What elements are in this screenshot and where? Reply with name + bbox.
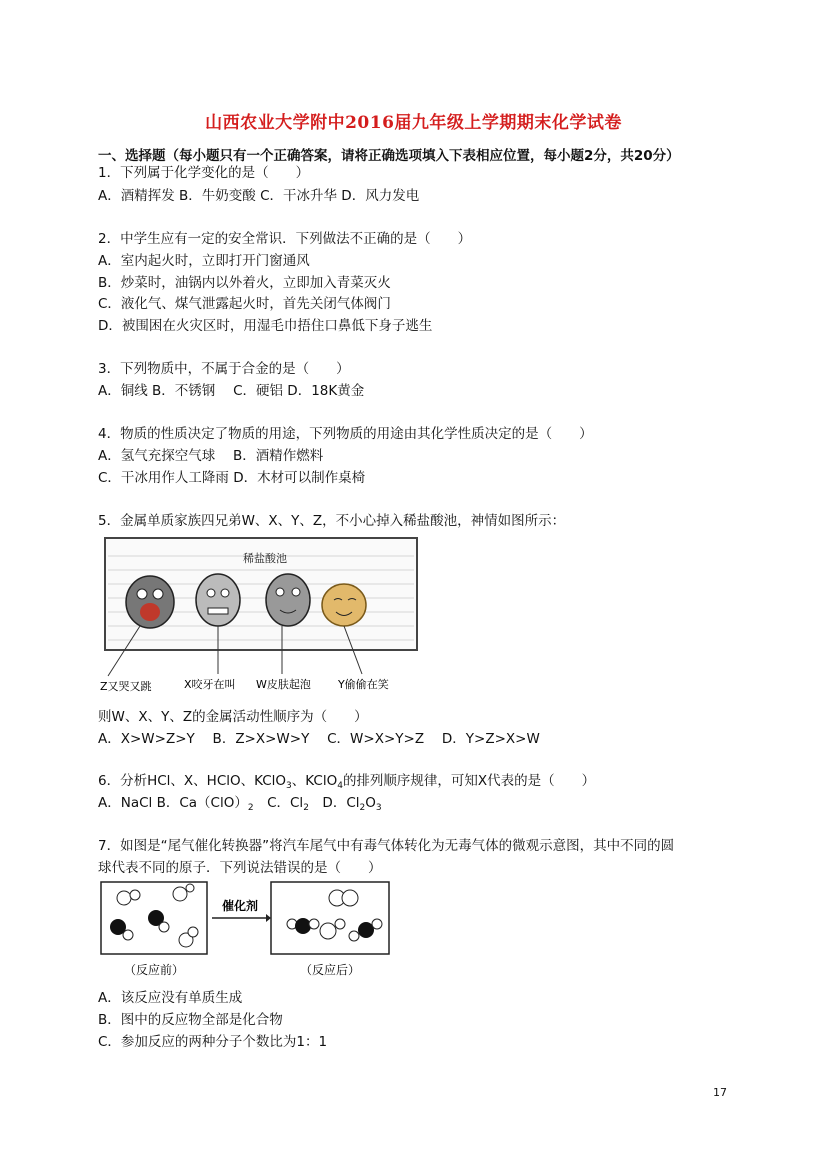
metal-w-icon: [266, 574, 310, 626]
label-w: W皮肤起泡: [256, 678, 311, 691]
q1-stem: 1．下列属于化学变化的是（ ）: [98, 165, 310, 181]
label-y: Y偷偷在笑: [338, 678, 389, 691]
page-number: 17: [713, 1086, 727, 1099]
q1-options: A．酒精挥发 B．牛奶变酸 C．干冰升华 D．风力发电: [98, 188, 420, 204]
metal-z-icon: [126, 576, 174, 628]
before-label: （反应前）: [123, 963, 185, 977]
q7-option-a: A．该反应没有单质生成: [98, 990, 243, 1006]
q4-options-ab: A．氢气充探空气球 B．酒精作燃料: [98, 448, 324, 464]
section-header: 一、选择题（每小题只有一个正确答案，请将正确选项填入下表相应位置，每小题2分，共20分）: [98, 148, 680, 164]
q3-stem: 3．下列物质中，不属于合金的是（ ）: [98, 361, 350, 377]
q7-stem-line1: 7．如图是“尾气催化转换器”将汽车尾气中有毒气体转化为无毒气体的微观示意图，其中不同的圆: [98, 838, 675, 854]
q4-stem: 4．物质的性质决定了物质的用途，下列物质的用途由其化学性质决定的是（ ）: [98, 426, 593, 442]
metal-x-icon: [196, 574, 240, 626]
page-title: 山西农业大学附中2016届九年级上学期期末化学试卷: [205, 113, 622, 133]
q5-stem: 5．金属单质家族四兄弟W、X、Y、Z，不小心掉入稀盐酸池，神情如图所示：: [98, 513, 566, 529]
q6-stem: 6．分析HCl、X、HClO、KClO$_3$、KClO$_4$的排列顺序规律，可知X代表的是（ ）: [98, 773, 596, 791]
reaction-diagram: [100, 880, 392, 980]
q2-option-c: C．液化气、煤气泄露起火时，首先关闭气体阀门: [98, 296, 391, 312]
after-label: （反应后）: [299, 963, 361, 977]
q3-options: A．铜线 B．不锈钢 C．硬铝 D．18K黄金: [98, 383, 365, 399]
metal-y-icon: [322, 584, 366, 626]
pool-label: 稀盐酸池: [243, 552, 287, 565]
q6-options: A．NaCl B．$Ca(ClO)_2$ C．$Cl_2$ D．$Cl_2O_3$: [98, 795, 382, 813]
q7-stem-line2: 球代表不同的原子．下列说法错误的是（ ）: [98, 860, 382, 876]
catalyst-label: 催化剂: [221, 899, 259, 913]
q2-option-d: D．被围困在火灾区时，用湿毛巾捂住口鼻低下身子逃生: [98, 318, 433, 334]
q7-option-c: C．参加反应的两种分子个数比为1：1: [98, 1034, 328, 1050]
q5-question: 则W、X、Y、Z的金属活动性顺序为（ ）: [98, 709, 368, 725]
q5-options: A．X>W>Z>Y B．Z>X>W>Y C．W>X>Y>Z D．Y>Z>X>W: [98, 731, 540, 747]
q4-options-cd: C．干冰用作人工降雨 D．木材可以制作桌椅: [98, 470, 366, 486]
q7-option-b: B．图中的反应物全部是化合物: [98, 1012, 283, 1028]
label-z: Z又哭又跳: [100, 680, 152, 693]
q2-option-a: A．室内起火时，立即打开门窗通风: [98, 253, 310, 269]
q2-stem: 2．中学生应有一定的安全常识．下列做法不正确的是（ ）: [98, 231, 472, 247]
acid-pool-figure: [100, 530, 425, 700]
label-x: X咬牙在叫: [184, 678, 236, 691]
q2-option-b: B．炒菜时，油锅内以外着火，立即加入青菜灭火: [98, 275, 391, 291]
